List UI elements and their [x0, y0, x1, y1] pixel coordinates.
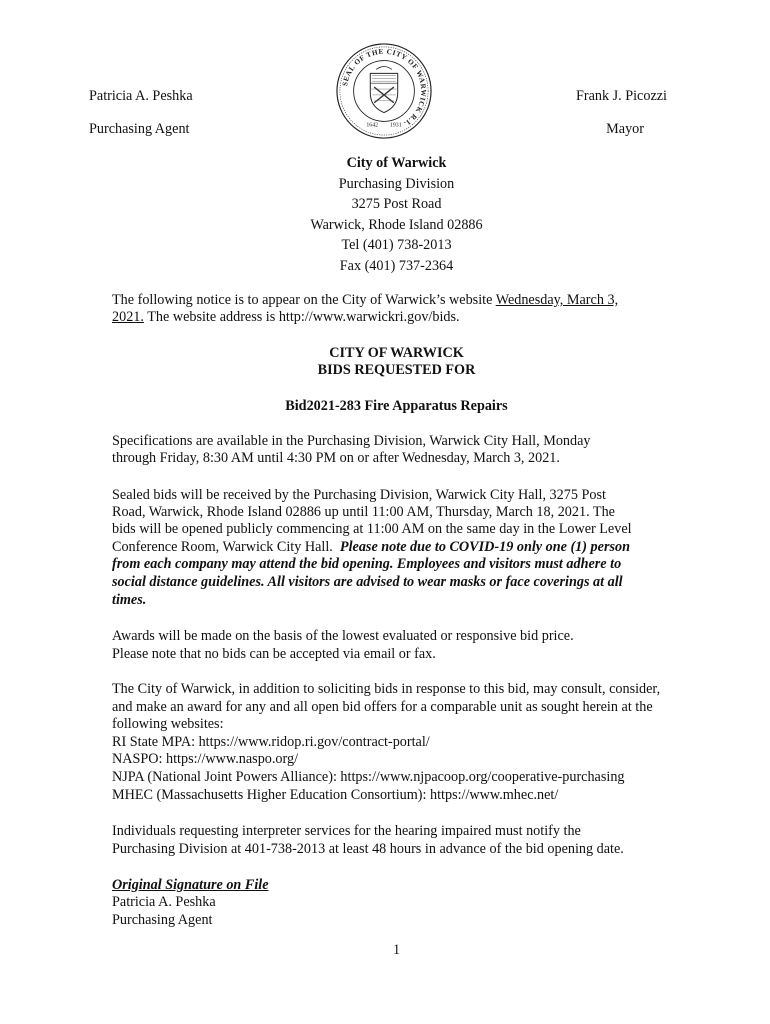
covid-notice-start: Please note due to COVID-19 only one (1) person — [339, 539, 630, 555]
notice-line-1: The following notice is to appear on the City of Warwick’s website Wednesday, March 3, — [112, 292, 619, 308]
address-org: City of Warwick — [346, 155, 447, 171]
signature-label: Original Signature on File — [112, 877, 269, 893]
interpreter-line: Individuals requesting interpreter services for the hearing impaired must notify the — [112, 823, 581, 839]
spec-line: Specifications are available in the Purchasing Division, Warwick City Hall, Monday — [112, 433, 591, 449]
bid-title: Bid2021-283 Fire Apparatus Repairs — [285, 398, 508, 414]
sealed-line: Conference Room, Warwick City Hall. Please note due to COVID-19 only one (1) person — [112, 539, 630, 555]
page-number: 1 — [392, 942, 401, 958]
notice-date-part-1: Wednesday, March 3, — [495, 292, 619, 308]
website-naspo: NASPO: https://www.naspo.org/ — [112, 751, 299, 767]
address-tel: Tel (401) 738-2013 — [341, 237, 452, 253]
website-ri-state-mpa: RI State MPA: https://www.ridop.ri.gov/contract-portal/ — [112, 734, 430, 750]
sealed-line: Sealed bids will be received by the Purchasing Division, Warwick City Hall, 3275 Post — [112, 487, 606, 503]
awards-line: Please note that no bids can be accepted via email or fax. — [112, 646, 436, 662]
title-line-1: CITY OF WARWICK — [329, 345, 464, 361]
websites-line: following websites: — [112, 716, 224, 732]
notice-date-part-2: 2021. — [112, 309, 144, 325]
websites-line: and make an award for any and all open bid offers for a comparable unit as sought herein at the — [112, 699, 653, 715]
notice-line-2: 2021. The website address is http://www.warwickri.gov/bids. — [112, 309, 460, 325]
city-seal-emblem — [335, 42, 433, 140]
sealed-line: bids will be opened publicly commencing at 11:00 AM on the same day in the Lower Level — [112, 521, 632, 537]
websites-line: The City of Warwick, in addition to soliciting bids in response to this bid, may consult, consider, — [112, 681, 661, 697]
awards-line: Awards will be made on the basis of the lowest evaluated or responsive bid price. — [112, 628, 574, 644]
covid-line: from each company may attend the bid opening. Employees and visitors must adhere to — [112, 556, 622, 572]
spec-line: through Friday, 8:30 AM until 4:30 PM on or after Wednesday, March 3, 2021. — [112, 450, 560, 466]
signature-title: Purchasing Agent — [112, 912, 213, 928]
covid-line: times. — [112, 592, 147, 608]
sealed-line: Road, Warwick, Rhode Island 02886 up until 11:00 AM, Thursday, March 18, 2021. The — [112, 504, 615, 520]
signature-name: Patricia A. Peshka — [112, 894, 216, 910]
address-division: Purchasing Division — [338, 176, 455, 192]
website-njpa: NJPA (National Joint Powers Alliance): https://www.njpacoop.org/cooperative-purchasing — [112, 769, 625, 785]
address-street: 3275 Post Road — [351, 196, 442, 212]
address-city: Warwick, Rhode Island 02886 — [310, 217, 483, 233]
seal-ring-text: SEAL OF THE CITY OF WARWICK R.I. — [341, 47, 428, 128]
address-fax: Fax (401) 737-2364 — [339, 258, 454, 274]
header-right-title: Mayor — [606, 121, 644, 137]
header-right-name: Frank J. Picozzi — [575, 88, 667, 104]
header-left-title: Purchasing Agent — [89, 121, 190, 137]
seal-year-left: 1642 — [366, 122, 379, 129]
covid-line: social distance guidelines. All visitors are advised to wear masks or face coverings at all — [112, 574, 623, 590]
header-left-name: Patricia A. Peshka — [89, 88, 193, 104]
website-mhec: MHEC (Massachusetts Higher Education Consortium): https://www.mhec.net/ — [112, 787, 559, 803]
seal-year-right: 1931 — [389, 122, 402, 129]
interpreter-line: Purchasing Division at 401-738-2013 at least 48 hours in advance of the bid opening date. — [112, 841, 624, 857]
title-line-2: BIDS REQUESTED FOR — [317, 362, 476, 378]
